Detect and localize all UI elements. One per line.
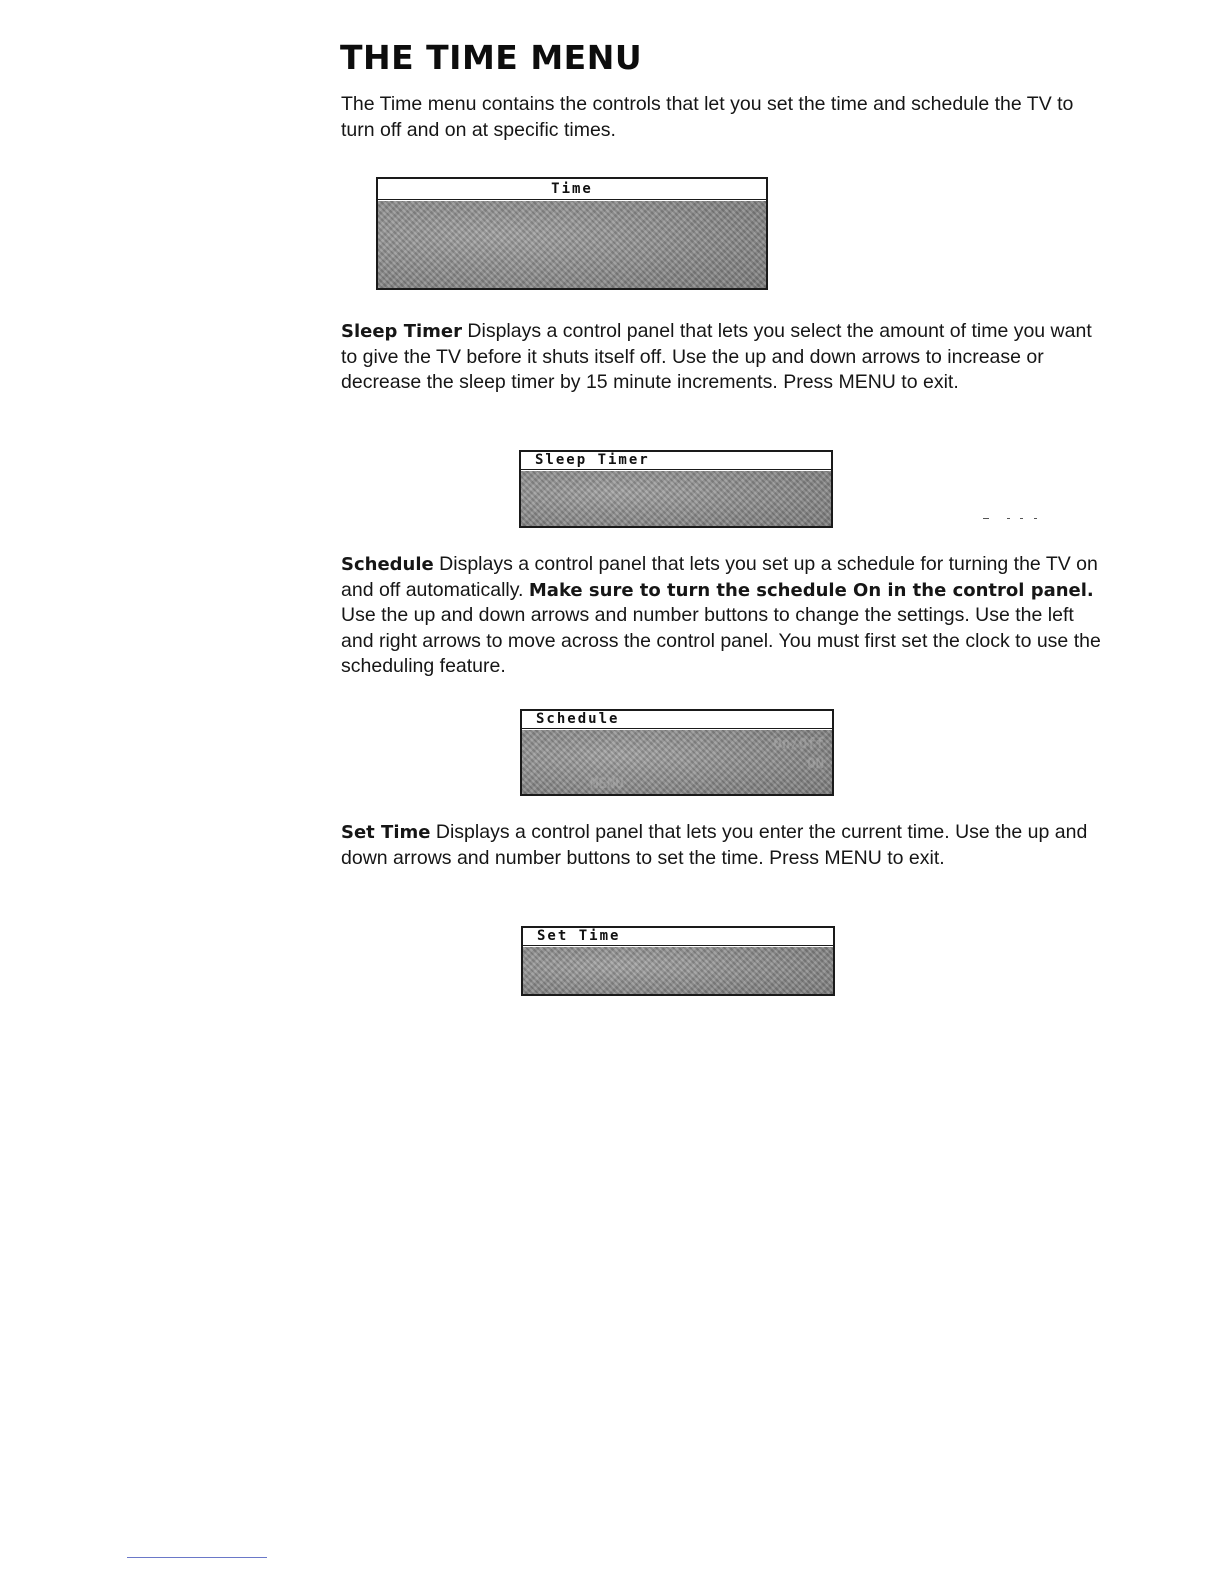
schedule-panel-content xyxy=(530,734,824,790)
sleep-timer-panel xyxy=(519,450,833,528)
sleep-timer-panel-title: Sleep Timer xyxy=(521,452,831,470)
schedule-panel-body xyxy=(522,730,832,794)
sleep-timer-term: Sleep Timer xyxy=(341,321,462,342)
schedule-panel-line: ON xyxy=(807,756,824,772)
time-menu-panel xyxy=(376,177,768,290)
set-time-paragraph xyxy=(341,820,1111,871)
schedule-paragraph xyxy=(341,552,1111,680)
schedule-description-end: Use the up and down arrows and number buttons to change the settings. Use the left and right arrows to move across the control panel. You must first set the clock to use the scheduling feature. xyxy=(341,604,1101,677)
set-time-description: Displays a control panel that lets you enter the current time. Use the up and down arrows and number buttons to set the time. Press MENU to exit. xyxy=(341,821,1088,869)
footer-rule xyxy=(127,1557,267,1558)
scan-speck xyxy=(1007,518,1010,519)
schedule-panel-line: On/Off xyxy=(773,736,824,752)
time-menu-panel-body xyxy=(378,201,766,288)
sleep-timer-description: Displays a control panel that lets you select the amount of time you want to give the TV before it shuts itself off. Use the up and down arrows to increase or decrease the sleep timer by 15 minute increments. Press MENU to exit. xyxy=(341,320,1092,393)
sleep-timer-panel-body xyxy=(521,471,831,526)
set-time-panel-title: Set Time xyxy=(523,928,833,946)
scan-speck xyxy=(983,518,989,519)
set-time-term: Set Time xyxy=(341,822,431,843)
schedule-panel-title: Schedule xyxy=(522,711,832,729)
page-title: THE TIME MENU xyxy=(340,38,643,77)
sleep-timer-paragraph xyxy=(341,319,1111,396)
scan-speck xyxy=(1020,518,1023,519)
time-menu-panel-title: Time xyxy=(378,179,766,200)
schedule-panel xyxy=(520,709,834,796)
schedule-emphasis: Make sure to turn the schedule On in the control panel. xyxy=(528,579,1094,601)
schedule-panel-line: MENU xyxy=(590,776,624,790)
intro-paragraph: The Time menu contains the controls that let you set the time and schedule the TV to turn off and on at specific times. xyxy=(341,93,1074,141)
scan-speck xyxy=(1034,518,1037,519)
set-time-panel xyxy=(521,926,835,996)
schedule-term: Schedule xyxy=(341,554,434,575)
set-time-panel-body xyxy=(523,947,833,994)
schedule-description-start: Displays a control panel that lets you set up a schedule for turning the TV on and off automatically. xyxy=(341,553,1098,601)
